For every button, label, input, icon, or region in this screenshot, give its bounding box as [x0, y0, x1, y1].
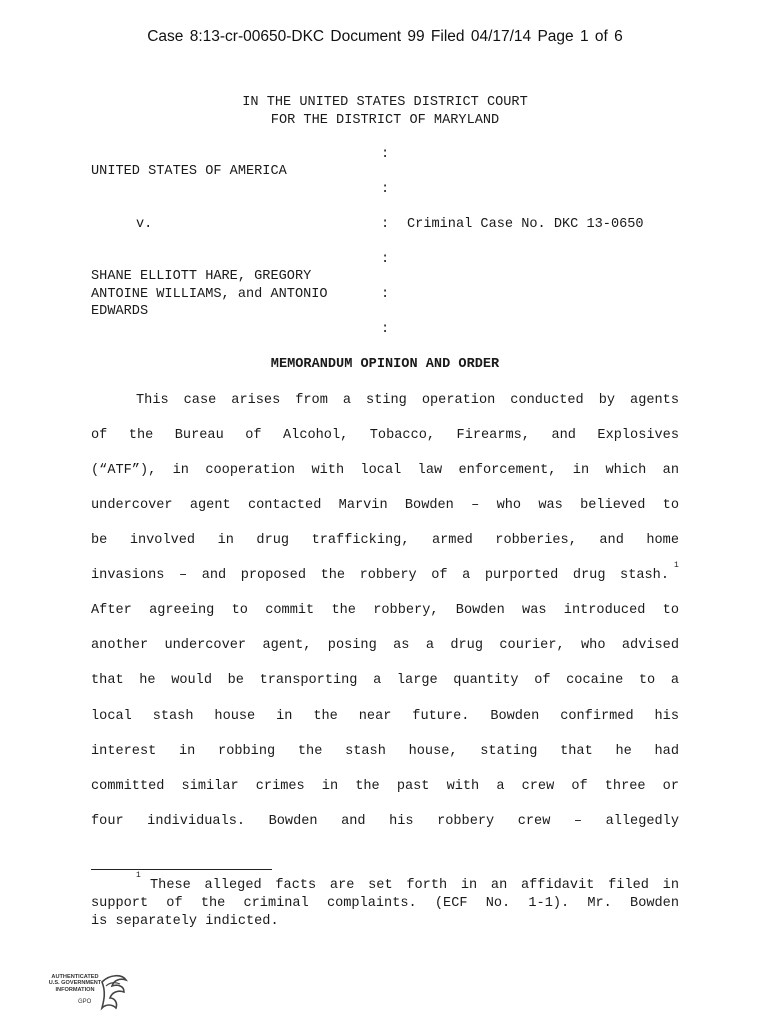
body-line: committed similar crimes in the past with a crew of three or — [91, 779, 679, 794]
body-line: of the Bureau of Alcohol, Tobacco, Firearms, and Explosives — [91, 428, 679, 443]
body-line: be involved in drug trafficking, armed robberies, and home — [91, 533, 679, 548]
body-line: that he would be transporting a large quantity of cocaine to a — [91, 673, 679, 688]
case-header: Case 8:13-cr-00650-DKC Document 99 Filed 04/17/14 Page 1 of 6 — [147, 28, 623, 45]
body-line: another undercover agent, posing as a drug courier, who advised — [91, 638, 679, 653]
defendant-line: EDWARDS — [91, 304, 149, 319]
caption-separator: : — [381, 182, 390, 197]
body-line: (“ATF”), in cooperation with local law enforcement, in which an — [91, 463, 679, 478]
plaintiff-name: UNITED STATES OF AMERICA — [91, 164, 287, 179]
body-line: local stash house in the near future. Bowden confirmed his — [91, 709, 679, 724]
caption-separator: : — [381, 147, 390, 162]
document-title: MEMORANDUM OPINION AND ORDER — [270, 357, 500, 372]
caption-separator: : — [381, 322, 390, 337]
gpo-seal — [40, 972, 132, 1016]
caption-separator: : — [381, 252, 390, 267]
caption-separator: : — [381, 287, 390, 302]
footnote-line: is separately indicted. — [91, 914, 279, 929]
body-line: interest in robbing the stash house, stating that he had — [91, 744, 679, 759]
court-heading — [0, 94, 770, 129]
body-line: After agreeing to commit the robbery, Bowden was introduced to — [91, 603, 679, 618]
defendant-line: ANTOINE WILLIAMS, and ANTONIO — [91, 287, 328, 302]
caption-separator: : — [381, 217, 390, 232]
gpo-seal-line: INFORMATION — [55, 986, 95, 993]
body-line: four individuals. Bowden and his robbery crew – allegedly — [91, 814, 679, 829]
gpo-seal-line: U.S. GOVERNMENT — [48, 980, 102, 987]
defendant-line: SHANE ELLIOTT HARE, GREGORY — [91, 269, 312, 284]
court-district: FOR THE DISTRICT OF MARYLAND — [270, 112, 500, 128]
body-line: This case arises from a sting operation conducted by agents — [136, 393, 679, 408]
eagle-icon — [98, 972, 130, 1016]
body-line: undercover agent contacted Marvin Bowden – who was believed to — [91, 498, 679, 513]
gpo-label: GPO — [78, 999, 92, 1005]
footnote-line: These alleged facts are set forth in an affidavit filed in — [150, 878, 679, 893]
footnote-divider — [91, 869, 272, 870]
body-line — [91, 568, 669, 583]
footnote-line: support of the criminal complaints. (ECF No. 1-1). Mr. Bowden — [91, 896, 679, 911]
gpo-seal-line: AUTHENTICATED — [51, 974, 99, 980]
versus-label: v. — [136, 217, 153, 232]
case-number: Criminal Case No. DKC 13-0650 — [407, 217, 644, 232]
body-line-text: invasions – and proposed the robbery of a purported drug stash. — [91, 568, 669, 583]
court-name: IN THE UNITED STATES DISTRICT COURT — [242, 95, 528, 110]
